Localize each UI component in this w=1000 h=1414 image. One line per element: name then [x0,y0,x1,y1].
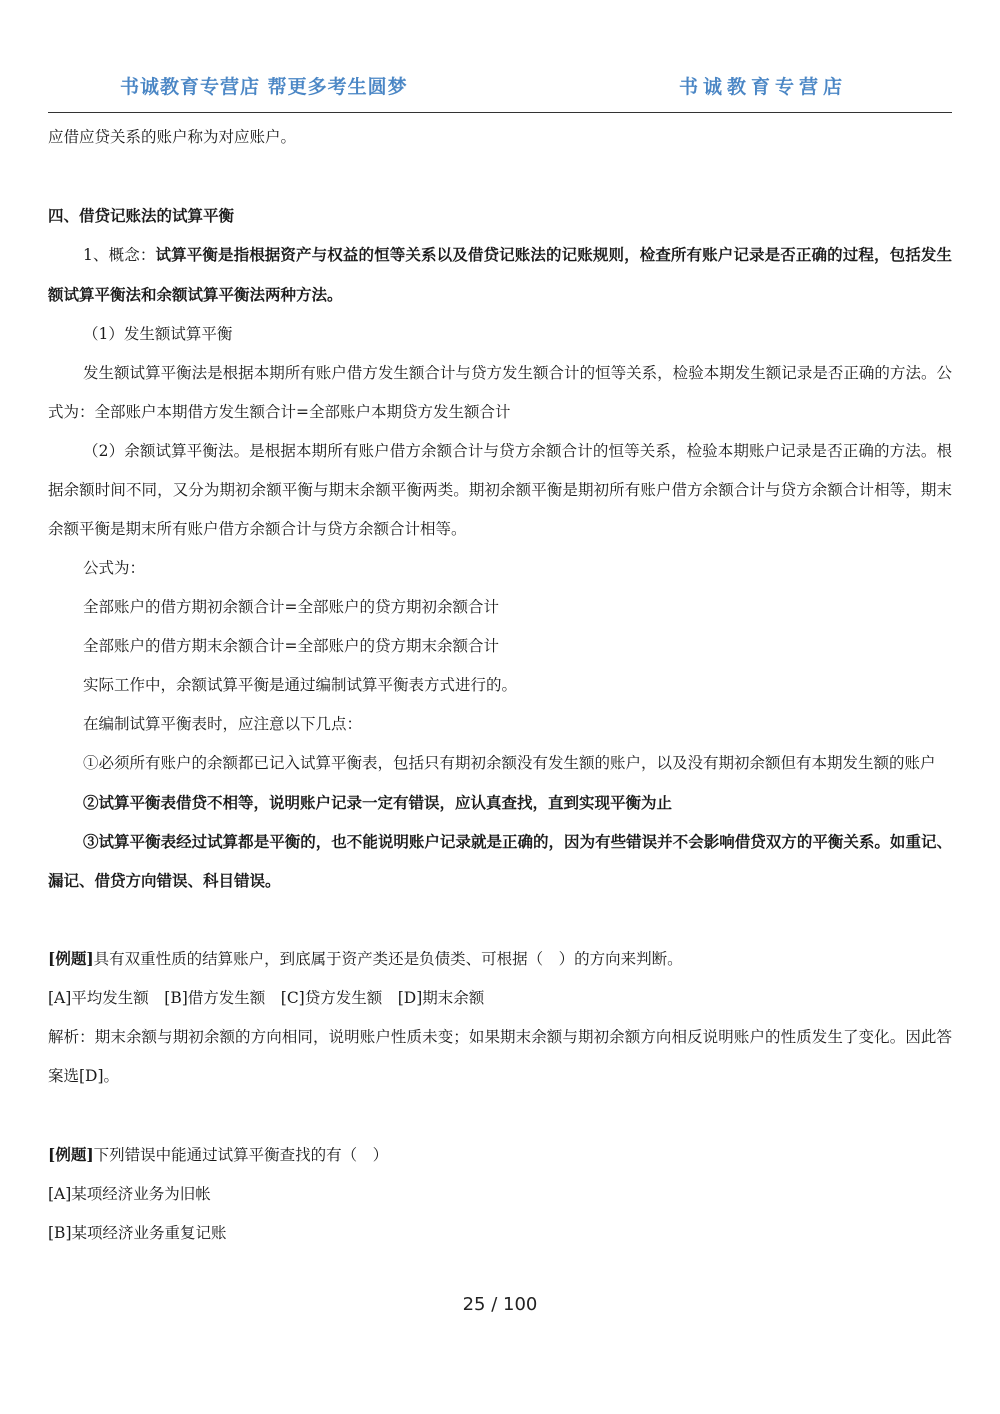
header-slogan: 书诚教育专营店 帮更多考生圆梦 [120,76,408,98]
page-total: 100 [503,1294,538,1315]
notes-intro: 在编制试算平衡表时，应注意以下几点： [83,715,363,733]
header-divider [48,112,952,113]
note-2: ②试算平衡表借贷不相等，说明账户记录一定有错误，应认真查找，直到实现平衡为止 [83,793,673,812]
example2-question-text: 下列错误中能通过试算平衡查找的有（ ） [93,1146,389,1164]
example2-question [48,1135,952,1175]
page-header [48,72,952,102]
sub2-text: （2）余额试算平衡法。是根据本期所有账户借方余额合计与贷方余额合计的恒等关系，检验本期账户记录是否正确的方法。根据余额时间不同，又分为期初余额平衡与期末余额平衡两类。期初余额平衡是期初所有账户借方余额合计与贷方余额合计相等，期末余额平衡是期末所有账户借方余额合计与贷方余额合计相等。 [48,442,952,538]
note-3: ③试算平衡表经过试算都是平衡的，也不能说明账户记录就是正确的，因为有些错误并不会影响借贷双方的平衡关系。如重记、漏记、借贷方向错误、科目错误。 [48,832,952,890]
example2-option-b: [B]某项经济业务重复记账 [48,1224,227,1242]
example1-question-text: 具有双重性质的结算账户，到底属于资产类还是负债类、可根据（ ）的方向来判断。 [93,950,683,968]
formula-opening: 全部账户的借方期初余额合计=全部账户的贷方期初余额合计 [83,598,499,616]
example1-analysis: 解析：期末余额与期初余额的方向相同，说明账户性质未变；如果期末余额与期初余额方向相反说明账户的性质发生了变化。因此答案选[D]。 [48,1028,952,1085]
sub1-title: （1）发生额试算平衡 [83,325,233,343]
example1-label: [例题] [48,949,94,968]
spacer [48,900,952,939]
note-1: ①必须所有账户的余额都已记入试算平衡表，包括只有期初余额没有发生额的账户，以及没有期初余额但有本期发生额的账户 [83,754,936,772]
spacer [48,157,952,196]
concept-paragraph [48,235,952,315]
example2-option-a: [A]某项经济业务为旧帐 [48,1185,211,1203]
document-body [48,118,952,1253]
sub1-text: 发生额试算平衡法是根据本期所有账户借方发生额合计与贷方发生额合计的恒等关系，检验本期发生额记录是否正确的方法。公式为：全部账户本期借方发生额合计=全部账户本期贷方发生额合计 [48,364,952,421]
example1-options: [A]平均发生额 [B]借方发生额 [C]贷方发生额 [D]期末余额 [48,989,485,1007]
formula-closing: 全部账户的借方期末余额合计=全部账户的贷方期末余额合计 [83,637,499,655]
page-current: 25 [462,1294,486,1315]
example1-question [48,939,952,979]
paragraph-accounts: 应借应贷关系的账户称为对应账户。 [48,128,297,146]
page-number [0,1294,1000,1315]
header-store-name: 书诚教育专营店 [678,76,847,98]
formula-label: 公式为： [83,559,146,577]
concept-text: 试算平衡是指根据资产与权益的恒等关系以及借贷记账法的记账规则，检查所有账户记录是否正确的过程，包括发生额试算平衡法和余额试算平衡法两种方法。 [48,245,952,304]
spacer [48,1096,952,1135]
example2-label: [例题] [48,1145,94,1164]
section-title: 四、借贷记账法的试算平衡 [48,206,235,225]
concept-label: 1、概念： [83,246,156,264]
page-separator: / [485,1294,504,1315]
practice-paragraph: 实际工作中，余额试算平衡是通过编制试算平衡表方式进行的。 [83,676,518,694]
